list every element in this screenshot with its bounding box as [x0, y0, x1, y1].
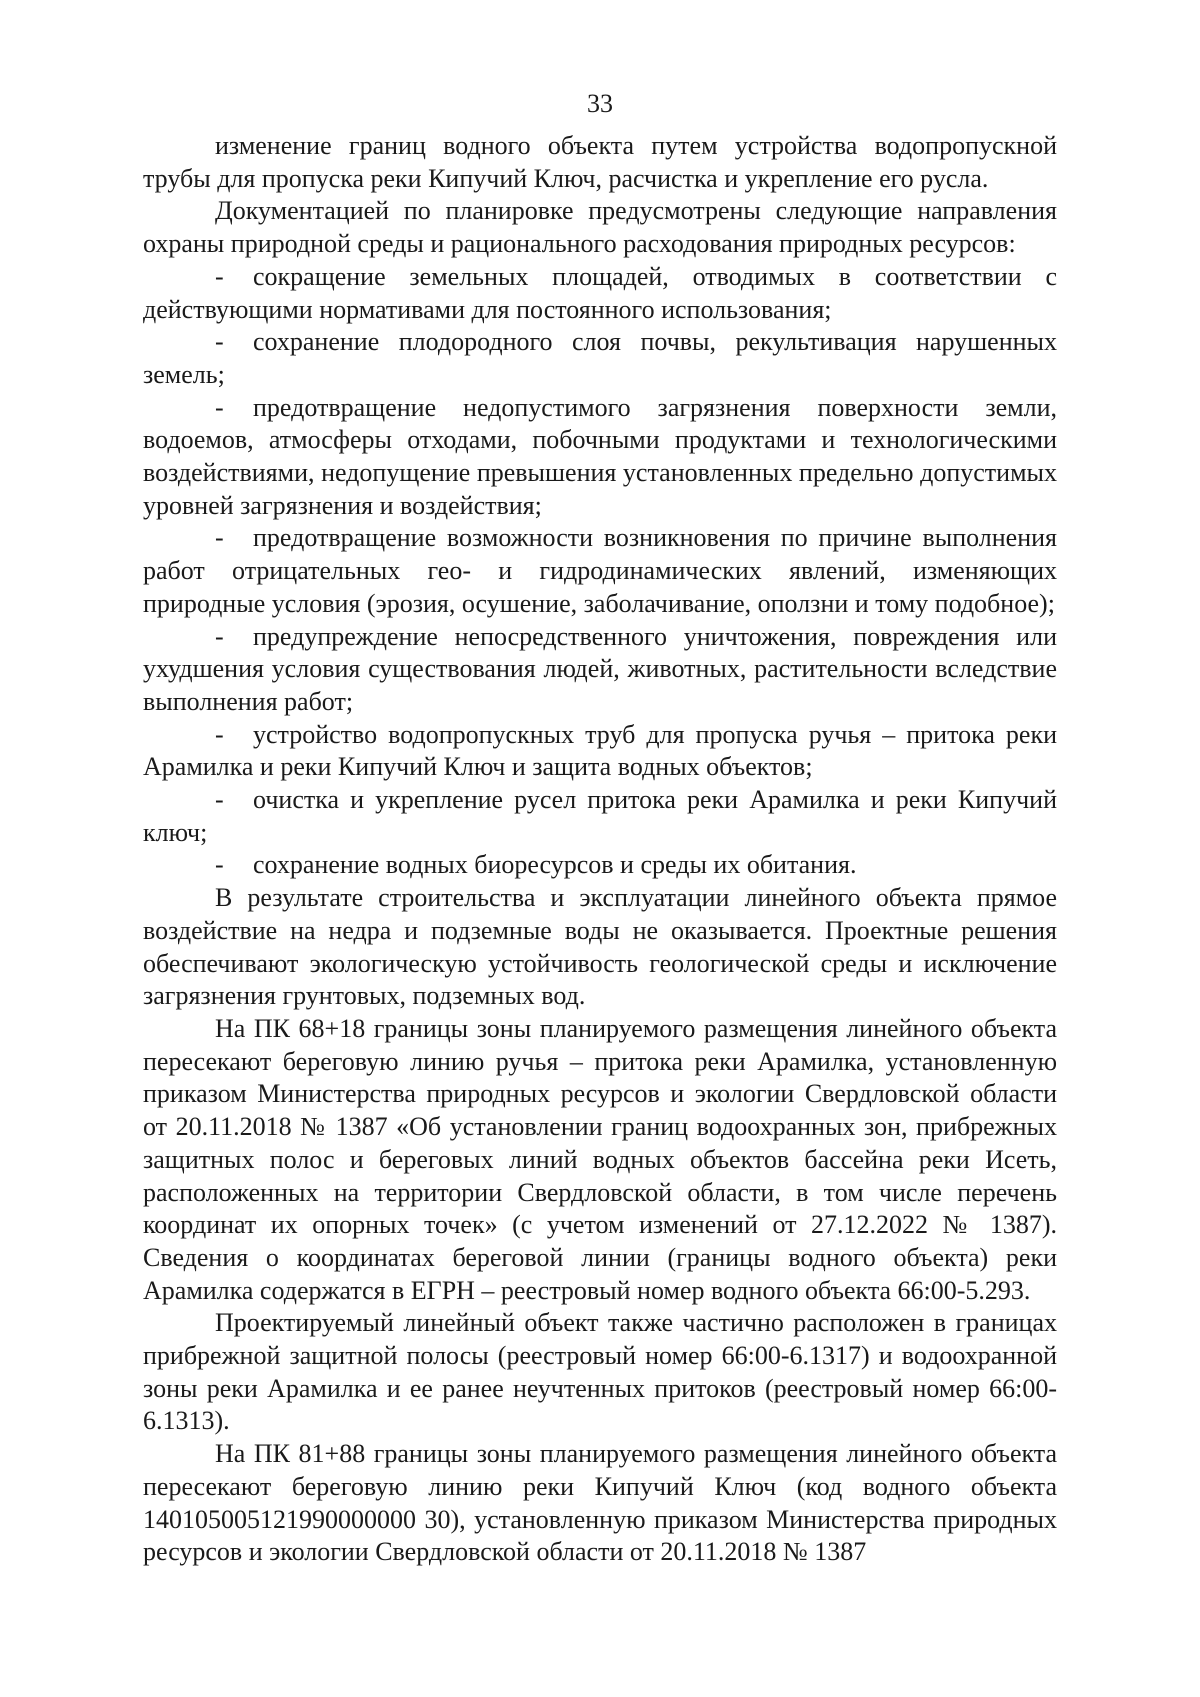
paragraph: Проектируемый линейный объект также частично расположен в границах прибрежной защитной полосы (реестровый номер 66:00-6.1317) и водоохранной зоны реки Арамилка и ее ранее неучтенных притоков (реестровый номер 66:00-6.1313).	[143, 1308, 1057, 1436]
list-dash: -	[215, 523, 224, 553]
list-dash: -	[215, 327, 224, 357]
list-item-text: сокращение земельных площадей, отводимых в соответствии с действующими нормативами для постоянного использования;	[143, 261, 1057, 324]
list-item	[143, 784, 1057, 849]
paragraph: Документацией по планировке предусмотрены следующие направления охраны природной среды и рационального расходования природных ресурсов:	[143, 196, 1057, 259]
document-body	[143, 130, 1057, 1569]
list-dash: -	[215, 621, 224, 651]
list-item	[143, 621, 1057, 719]
paragraph: На ПК 68+18 границы зоны планируемого размещения линейного объекта пересекают береговую линию ручья – притока реки Арамилка, установленную приказом Министерства природных ресурсов и экологии Свердловской области от 20.11.2018 № 1387 «Об установлении границ водоохранных зон, прибрежных защитных полос и береговых линий водных объектов бассейна реки Исеть, расположенных на территории Свердловской области, в том числе перечень координат их опорных точек» (с учетом изменений от 27.12.2022 № 1387). Сведения о координатах береговой линии (границы водного объекта) реки Арамилка содержатся в ЕГРН – реестровый номер водного объекта 66:00-5.293.	[143, 1013, 1057, 1305]
list-item	[143, 326, 1057, 391]
list-item	[143, 261, 1057, 326]
list-item-text: предупреждение непосредственного уничтожения, повреждения или ухудшения условия существования людей, животных, растительности вследствие выполнения работ;	[143, 621, 1057, 716]
paragraph: На ПК 81+88 границы зоны планируемого размещения линейного объекта пересекают береговую линию реки Кипучий Ключ (код водного объекта 140105005121990000000 30), установленную приказом Министерства природных ресурсов и экологии Свердловской области от 20.11.2018 № 1387	[143, 1439, 1057, 1567]
list-item	[143, 522, 1057, 620]
list-item-text: сохранение плодородного слоя почвы, рекультивация нарушенных земель;	[143, 327, 1057, 389]
page-number: 33	[587, 89, 613, 118]
list-dash: -	[215, 719, 224, 749]
list-dash: -	[215, 850, 224, 880]
list-dash: -	[215, 392, 224, 422]
list-dash: -	[215, 785, 224, 815]
list-item-text: сохранение водных биоресурсов и среды их обитания.	[253, 850, 857, 880]
list-dash: -	[215, 261, 224, 291]
list-item	[143, 849, 1057, 882]
list-item-text: устройство водопропускных труб для пропуска ручья – притока реки Арамилка и реки Кипучий Ключ и защита водных объектов;	[143, 719, 1057, 782]
list-item-text: предотвращение недопустимого загрязнения поверхности земли, водоемов, атмосферы отходами, побочными продуктами и технологическими воздействиями, недопущение превышения установленных предельно допустимых уровней загрязнения и воздействия;	[143, 392, 1057, 520]
paragraph: изменение границ водного объекта путем устройства водопропускной трубы для пропуска реки Кипучий Ключ, расчистка и укрепление его русла.	[143, 131, 1057, 193]
list-item	[143, 392, 1057, 523]
list-item	[143, 719, 1057, 784]
list-item-text: предотвращение возможности возникновения по причине выполнения работ отрицательных гео- и гидродинамических явлений, изменяющих природные условия (эрозия, осушение, заболачивание, оползни и тому подобное);	[143, 523, 1057, 618]
list-item-text: очистка и укрепление русел притока реки Арамилка и реки Кипучий ключ;	[143, 785, 1057, 847]
paragraph: В результате строительства и эксплуатации линейного объекта прямое воздействие на недра и подземные воды не оказывается. Проектные решения обеспечивают экологическую устойчивость геологической среды и исключение загрязнения грунтовых, подземных вод.	[143, 883, 1057, 1011]
